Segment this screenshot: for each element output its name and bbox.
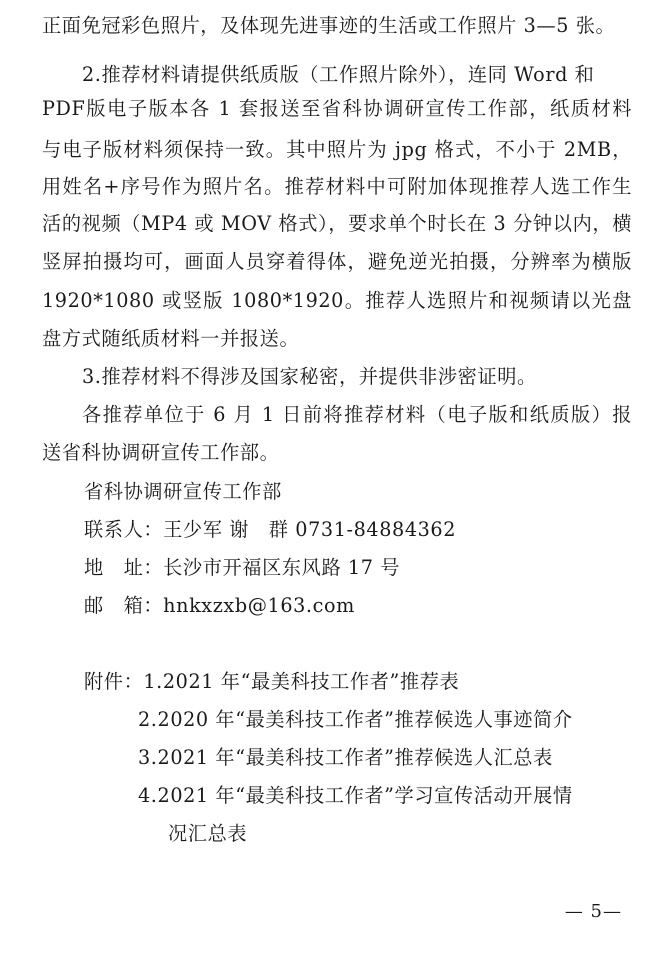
contact-dept: 省科协调研宣传工作部: [84, 480, 282, 503]
body-line-9: 盘方式随纸质材料一并报送。: [42, 327, 300, 350]
page-number: — 5—: [564, 901, 622, 922]
attachment-1: 附件：1.2021 年“最美科技工作者”推荐表: [84, 670, 460, 693]
attachment-4-continued: 况汇总表: [168, 822, 248, 845]
body-line-4: 与电子版材料须保持一致。其中照片为 jpg 格式，不小于 2MB，: [42, 138, 632, 161]
body-line-1: 正面免冠彩色照片，及体现先进事迹的生活或工作照片 3—5 张。: [42, 14, 616, 37]
contact-person: 联系人：王少军 谢 群 0731-84884362: [84, 518, 457, 541]
attachment-3: 3.2021 年“最美科技工作者”推荐候选人汇总表: [138, 746, 553, 769]
body-line-10: 3.推荐材料不得涉及国家秘密，并提供非涉密证明。: [82, 365, 537, 388]
body-line-3: PDF版电子版本各 1 套报送至省科协调研宣传工作部，纸质材料: [42, 97, 632, 120]
body-line-12: 送省科协调研宣传工作部。: [42, 441, 280, 464]
attachment-2: 2.2020 年“最美科技工作者”推荐候选人事迹简介: [138, 708, 573, 731]
body-line-8: 1920*1080 或竖版 1080*1920。推荐人选照片和视频请以光盘: [42, 289, 632, 312]
body-line-5: 用姓名+序号作为照片名。推荐材料中可附加体现推荐人选工作生: [42, 175, 632, 198]
contact-address: 地 址：长沙市开福区东风路 17 号: [84, 556, 401, 579]
attachment-4: 4.2021 年“最美科技工作者”学习宣传活动开展情: [138, 784, 573, 807]
body-line-7: 竖屏拍摄均可，画面人员穿着得体，避免逆光拍摄，分辨率为横版: [42, 250, 632, 273]
contact-email: 邮 箱：hnkxzxb@163.com: [84, 594, 355, 617]
body-line-6: 活的视频（MP4 或 MOV 格式），要求单个时长在 3 分钟以内，横: [42, 212, 632, 235]
body-line-2: 2.推荐材料请提供纸质版（工作照片除外），连同 Word 和: [82, 63, 595, 86]
body-line-11: 各推荐单位于 6 月 1 日前将推荐材料（电子版和纸质版）报: [82, 403, 632, 426]
